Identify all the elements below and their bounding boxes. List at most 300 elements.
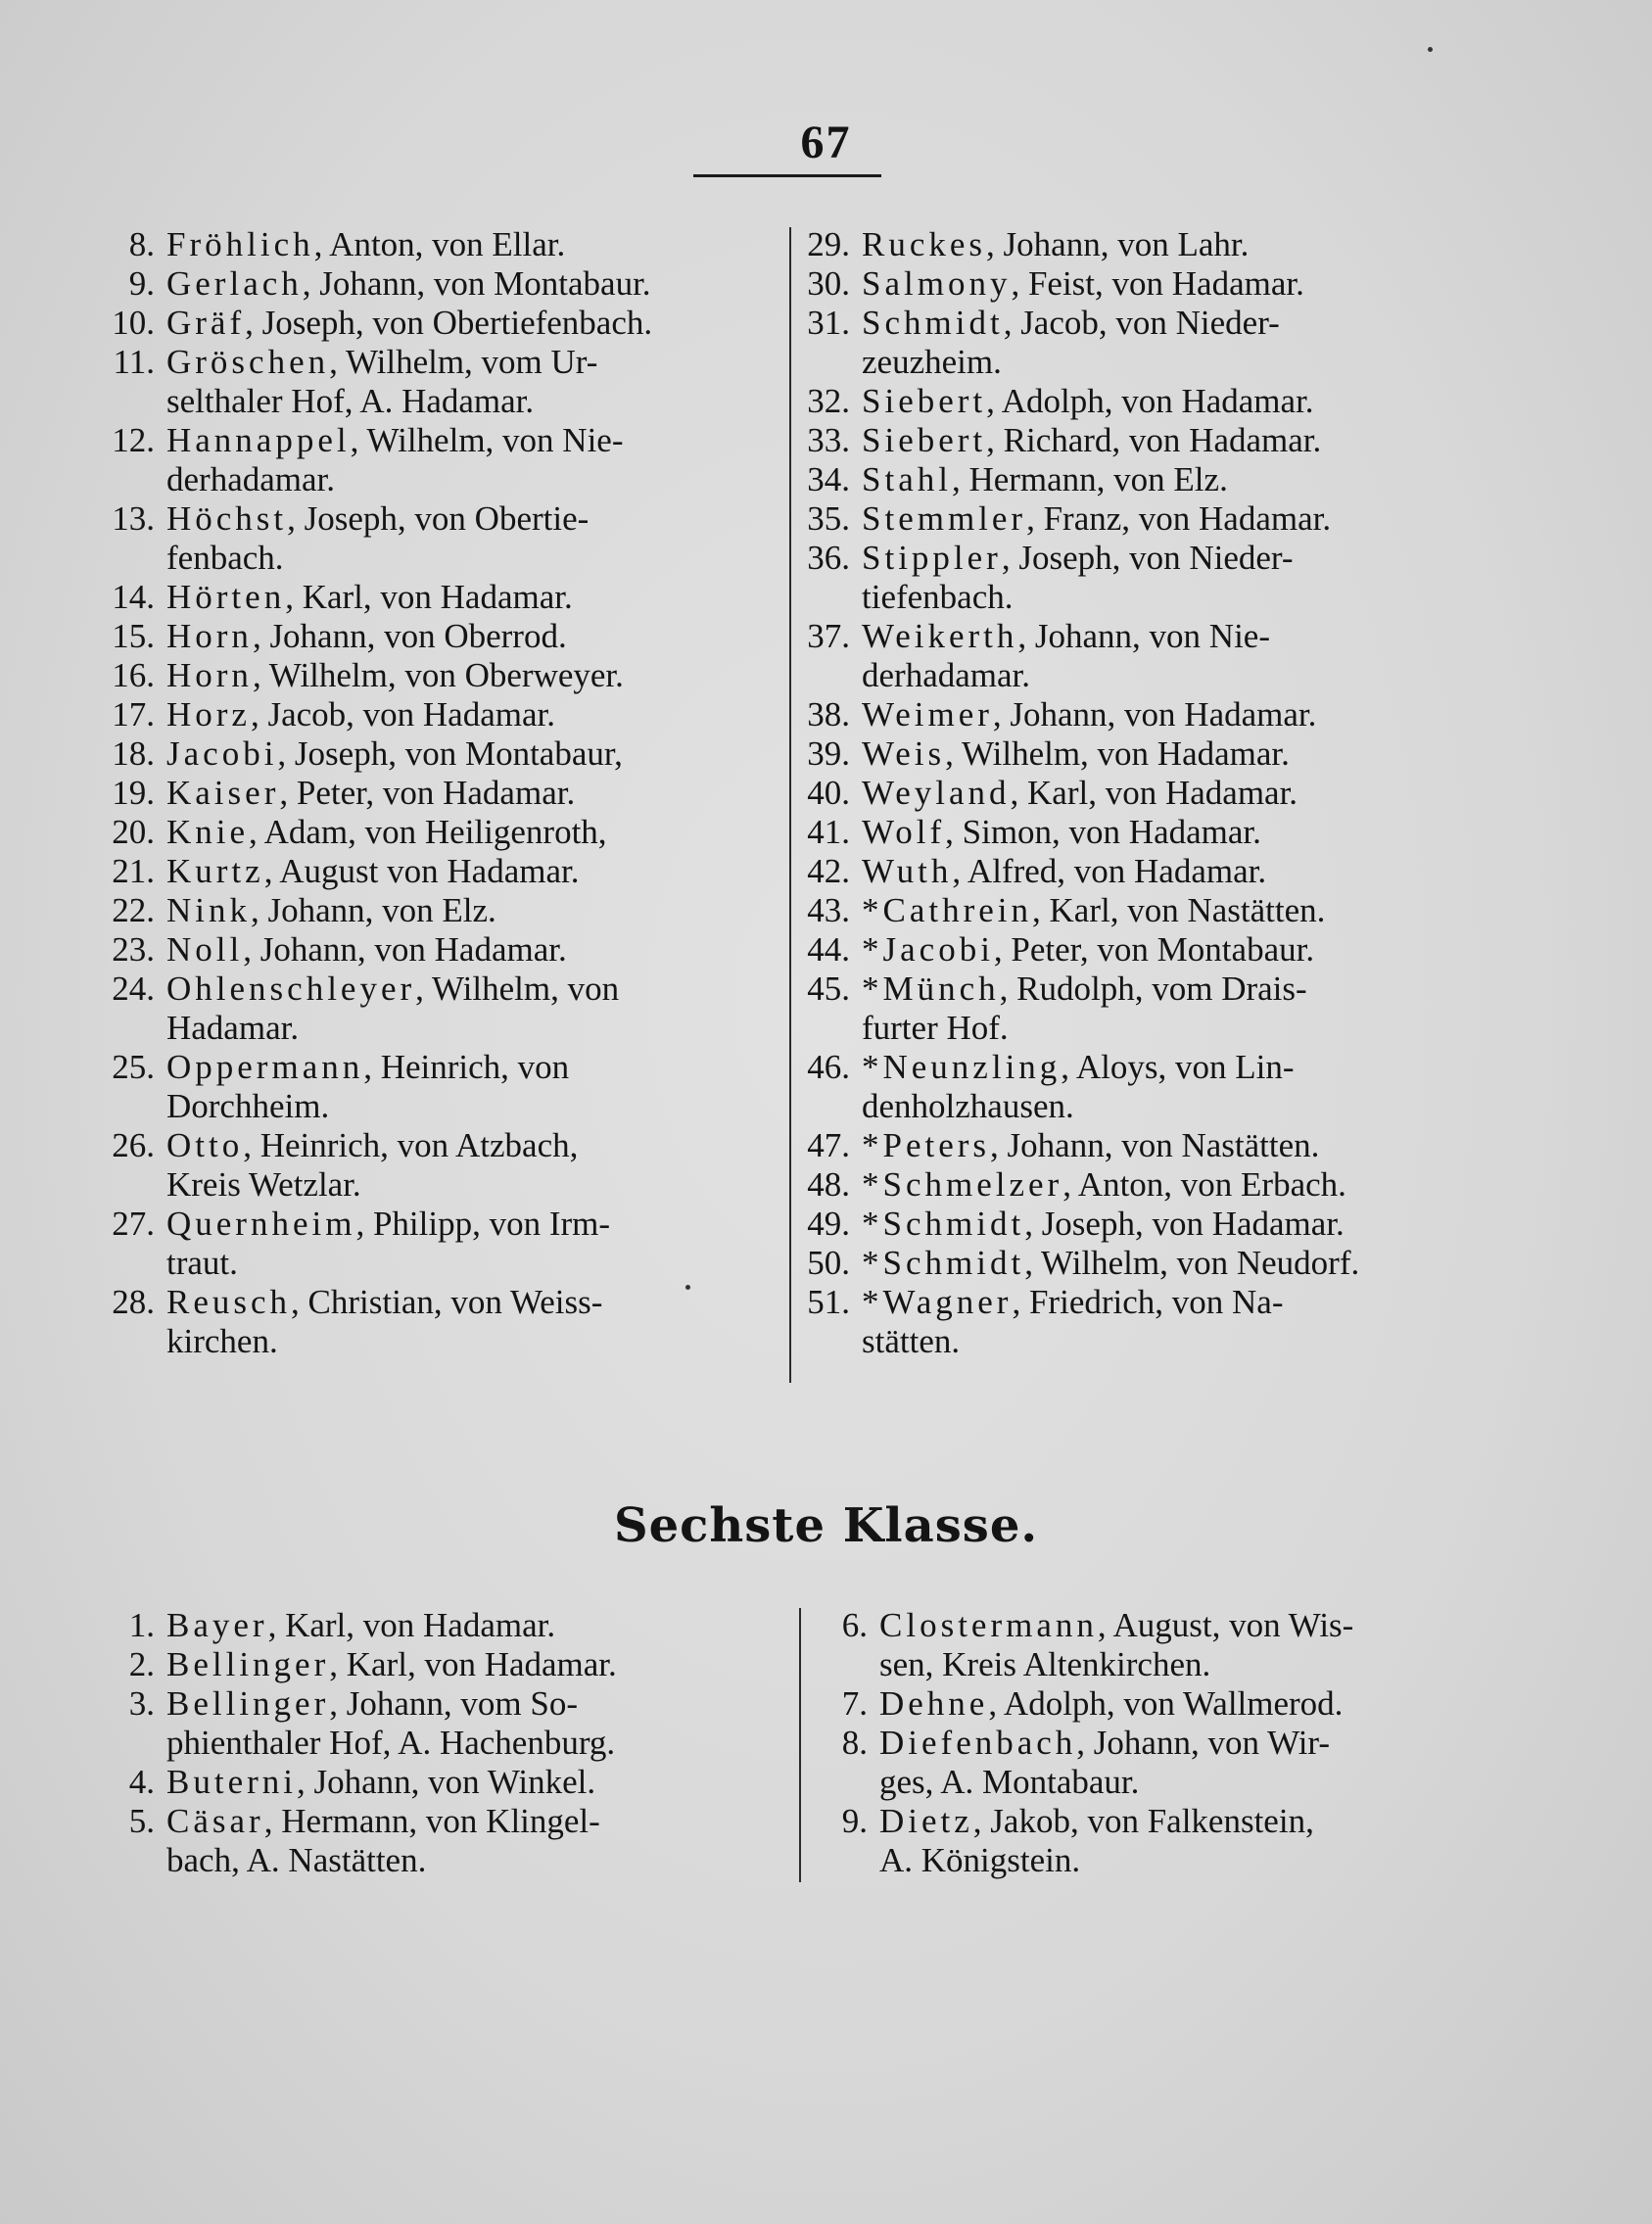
surname: Stahl xyxy=(862,460,952,498)
entry-number: 19. xyxy=(112,774,155,812)
entry-line xyxy=(862,499,1447,539)
entry-line xyxy=(166,421,776,460)
entry-text xyxy=(166,852,776,891)
surname: Quernheim xyxy=(166,1205,356,1243)
entry-detail: , Wilhelm, von Hadamar. xyxy=(945,734,1290,773)
surname: Hörten xyxy=(166,578,286,616)
entry-detail: denholzhausen. xyxy=(862,1087,1074,1125)
entry-line xyxy=(166,343,776,382)
entry-text xyxy=(862,891,1447,930)
lower-left-column xyxy=(90,1606,776,1880)
entry-text xyxy=(166,930,776,970)
entry-text xyxy=(166,421,776,499)
header-rule xyxy=(693,174,881,177)
entry-number: 8. xyxy=(841,1724,868,1762)
entry-detail: , Peter, von Montabaur. xyxy=(993,930,1315,969)
entry-line xyxy=(862,774,1447,813)
entry-text xyxy=(862,695,1447,734)
entry-detail: fenbach. xyxy=(166,539,284,577)
entry-detail: , Joseph, von Montabaur, xyxy=(277,734,623,773)
surname: Horn xyxy=(166,656,253,694)
list-entry xyxy=(90,1283,776,1361)
surname: Jacobi xyxy=(166,734,278,773)
entry-detail: , Johann, von Hadamar. xyxy=(992,695,1317,733)
entry-text xyxy=(862,225,1447,264)
entry-line xyxy=(862,1205,1447,1244)
list-entry xyxy=(795,930,1447,970)
surname: Dietz xyxy=(879,1802,973,1840)
entry-detail: , Karl, von Hadamar. xyxy=(267,1606,556,1644)
entry-text xyxy=(166,1283,776,1361)
entry-text xyxy=(862,774,1447,813)
entry-line xyxy=(879,1606,1447,1645)
entry-text xyxy=(166,813,776,852)
entry-detail: , Franz, von Hadamar. xyxy=(1026,499,1332,538)
entry-line xyxy=(862,1322,1447,1361)
list-entry xyxy=(813,1606,1447,1684)
list-entry xyxy=(90,1126,776,1205)
entry-text xyxy=(862,813,1447,852)
list-entry xyxy=(795,1048,1447,1126)
section-heading: Sechste Klasse. xyxy=(613,1498,1039,1553)
column-divider-lower xyxy=(799,1608,801,1882)
entry-text xyxy=(862,852,1447,891)
entry-detail: , Aloys, von Lin- xyxy=(1061,1048,1295,1086)
entry-line xyxy=(166,264,776,304)
entry-line xyxy=(862,656,1447,695)
entry-text xyxy=(862,264,1447,304)
page-number: 67 xyxy=(800,117,852,168)
entry-detail: , Peter, von Hadamar. xyxy=(279,774,576,812)
entry-text xyxy=(166,225,776,264)
surname: *Neunzling xyxy=(862,1048,1062,1086)
entry-number: 42. xyxy=(807,852,850,890)
entry-detail: , Karl, von Hadamar. xyxy=(285,578,573,616)
list-entry xyxy=(90,343,776,421)
entry-number: 45. xyxy=(807,970,850,1008)
entry-number: 9. xyxy=(128,264,155,303)
entry-detail: , Adolph, von Hadamar. xyxy=(986,382,1314,420)
surname: Weimer xyxy=(862,695,993,733)
entry-detail: , Anton, von Ellar. xyxy=(313,225,566,263)
list-entry xyxy=(795,304,1447,382)
surname: Gröschen xyxy=(166,343,330,381)
entry-line xyxy=(879,1724,1447,1763)
list-entry xyxy=(90,499,776,578)
surname: Knie xyxy=(166,813,250,851)
entry-text xyxy=(166,617,776,656)
surname: Reusch xyxy=(166,1283,292,1321)
entry-text xyxy=(862,1126,1447,1165)
entry-line xyxy=(862,813,1447,852)
entry-line xyxy=(879,1684,1447,1724)
list-entry xyxy=(90,421,776,499)
list-entry xyxy=(90,734,776,774)
entry-text xyxy=(166,304,776,343)
entry-detail: tiefenbach. xyxy=(862,578,1014,616)
entry-number: 43. xyxy=(807,891,850,929)
surname: *Peters xyxy=(862,1126,991,1164)
entry-detail: , Karl, von Hadamar. xyxy=(329,1645,617,1683)
entry-text xyxy=(879,1802,1447,1880)
surname: Stemmler xyxy=(862,499,1027,538)
list-entry xyxy=(90,695,776,734)
entry-text xyxy=(166,1684,776,1763)
entry-number: 23. xyxy=(112,930,155,969)
entry-number: 9. xyxy=(841,1802,868,1840)
list-entry xyxy=(795,813,1447,852)
surname: Schmidt xyxy=(862,304,1004,342)
entry-line xyxy=(166,930,776,970)
list-entry xyxy=(90,1606,776,1645)
entry-detail: , Heinrich, von Atzbach, xyxy=(243,1126,579,1164)
surname: Nink xyxy=(166,891,251,929)
list-entry xyxy=(795,695,1447,734)
entry-number: 29. xyxy=(807,225,850,263)
entry-text xyxy=(879,1724,1447,1802)
entry-detail: derhadamar. xyxy=(862,656,1030,694)
entry-line xyxy=(166,656,776,695)
entry-number: 16. xyxy=(112,656,155,694)
entry-text xyxy=(862,539,1447,617)
entry-detail: , Johann, von Nie- xyxy=(1017,617,1271,655)
entry-line xyxy=(166,225,776,264)
entry-line xyxy=(862,1283,1447,1322)
entry-line xyxy=(862,421,1447,460)
entry-detail: , Johann, von Elz. xyxy=(251,891,496,929)
entry-detail: , Jakob, von Falkenstein, xyxy=(972,1802,1314,1840)
entry-detail: , August von Hadamar. xyxy=(263,852,580,890)
entry-text xyxy=(166,264,776,304)
entry-text xyxy=(862,460,1447,499)
entry-number: 30. xyxy=(807,264,850,303)
list-entry xyxy=(90,1205,776,1283)
entry-detail: A. Königstein. xyxy=(879,1841,1081,1879)
entry-detail: , Simon, von Hadamar. xyxy=(945,813,1261,851)
entry-detail: traut. xyxy=(166,1244,238,1282)
entry-line xyxy=(166,852,776,891)
entry-detail: , Joseph, von Nieder- xyxy=(1001,539,1294,577)
list-entry xyxy=(795,382,1447,421)
list-entry xyxy=(795,1205,1447,1244)
entry-detail: , Christian, von Weiss- xyxy=(291,1283,603,1321)
entry-line xyxy=(166,539,776,578)
entry-detail: bach, A. Nastätten. xyxy=(166,1841,427,1879)
entry-detail: , Wilhelm, von Nie- xyxy=(350,421,624,459)
surname: Horz xyxy=(166,695,251,733)
surname: Diefenbach xyxy=(879,1724,1077,1762)
surname: *Schmelzer xyxy=(862,1165,1063,1204)
entry-line xyxy=(166,1244,776,1283)
surname: Salmony xyxy=(862,264,1012,303)
entry-detail: Hadamar. xyxy=(166,1009,300,1047)
entry-detail: , Johann, von Montabaur. xyxy=(302,264,651,303)
entry-detail: sen, Kreis Altenkirchen. xyxy=(879,1645,1211,1683)
entry-text xyxy=(166,695,776,734)
entry-line xyxy=(166,774,776,813)
entry-detail: , Johann, von Winkel. xyxy=(296,1763,596,1801)
entry-number: 24. xyxy=(112,970,155,1008)
entry-line xyxy=(166,734,776,774)
entry-detail: , Johann, von Nastätten. xyxy=(990,1126,1320,1164)
entry-number: 21. xyxy=(112,852,155,890)
entry-line xyxy=(879,1802,1447,1841)
entry-detail: , Hermann, von Klingel- xyxy=(263,1802,600,1840)
entry-detail: furter Hof. xyxy=(862,1009,1009,1047)
entry-number: 40. xyxy=(807,774,850,812)
entry-line xyxy=(862,891,1447,930)
surname: Fröhlich xyxy=(166,225,314,263)
surname: Otto xyxy=(166,1126,244,1164)
entry-number: 8. xyxy=(128,225,155,263)
entry-line xyxy=(166,813,776,852)
entry-line xyxy=(166,1684,776,1724)
entry-number: 34. xyxy=(807,460,850,498)
entry-text xyxy=(166,343,776,421)
entry-line xyxy=(862,617,1447,656)
entry-line xyxy=(166,304,776,343)
entry-number: 38. xyxy=(807,695,850,733)
entry-line xyxy=(166,695,776,734)
entry-text xyxy=(166,1763,776,1802)
list-entry xyxy=(90,891,776,930)
upper-right-column xyxy=(795,225,1447,1361)
entry-detail: ges, A. Montabaur. xyxy=(879,1763,1140,1801)
list-entry xyxy=(795,264,1447,304)
entry-line xyxy=(166,1087,776,1126)
entry-line xyxy=(862,264,1447,304)
entry-number: 15. xyxy=(112,617,155,655)
entry-detail: selthaler Hof, A. Hadamar. xyxy=(166,382,535,420)
surname: Buterni xyxy=(166,1763,297,1801)
surname: Bellinger xyxy=(166,1645,330,1683)
entry-detail: zeuzheim. xyxy=(862,343,1002,381)
surname: Ruckes xyxy=(862,225,987,263)
list-entry xyxy=(795,421,1447,460)
entry-detail: , Wilhelm, von Neudorf. xyxy=(1024,1244,1360,1282)
entry-text xyxy=(862,734,1447,774)
entry-number: 13. xyxy=(112,499,155,538)
list-entry xyxy=(90,225,776,264)
list-entry xyxy=(795,1126,1447,1165)
entry-detail: , Johann, von Wir- xyxy=(1076,1724,1331,1762)
list-entry xyxy=(795,852,1447,891)
entry-number: 11. xyxy=(113,343,155,381)
entry-detail: kirchen. xyxy=(166,1322,278,1360)
entry-number: 20. xyxy=(112,813,155,851)
entry-line xyxy=(166,1322,776,1361)
entry-line xyxy=(166,1645,776,1684)
entry-number: 28. xyxy=(112,1283,155,1321)
entry-line xyxy=(862,578,1447,617)
entry-number: 47. xyxy=(807,1126,850,1164)
entry-number: 51. xyxy=(807,1283,850,1321)
surname: *Schmidt xyxy=(862,1205,1025,1243)
ink-speck xyxy=(1428,47,1433,52)
entry-number: 44. xyxy=(807,930,850,969)
entry-number: 37. xyxy=(807,617,850,655)
entry-text xyxy=(166,1126,776,1205)
list-entry xyxy=(795,1283,1447,1361)
surname: Kurtz xyxy=(166,852,264,890)
list-entry xyxy=(90,1645,776,1684)
surname: *Jacobi xyxy=(862,930,994,969)
entry-detail: , Rudolph, vom Drais- xyxy=(999,970,1307,1008)
entry-line xyxy=(166,1205,776,1244)
entry-text xyxy=(862,304,1447,382)
list-entry xyxy=(795,1244,1447,1283)
entry-line xyxy=(166,1048,776,1087)
entry-number: 1. xyxy=(128,1606,155,1644)
list-entry xyxy=(813,1684,1447,1724)
entry-text xyxy=(166,970,776,1048)
surname: Stippler xyxy=(862,539,1002,577)
entry-number: 35. xyxy=(807,499,850,538)
surname: Bayer xyxy=(166,1606,268,1644)
entry-number: 3. xyxy=(128,1684,155,1723)
entry-text xyxy=(862,930,1447,970)
entry-line xyxy=(166,1724,776,1763)
entry-line xyxy=(862,343,1447,382)
list-entry xyxy=(90,656,776,695)
entry-line xyxy=(862,970,1447,1009)
entry-text xyxy=(166,1606,776,1645)
surname: Siebert xyxy=(862,421,987,459)
entry-detail: , Wilhelm, vom Ur- xyxy=(329,343,598,381)
entry-detail: , Adam, von Heiligenroth, xyxy=(249,813,607,851)
entry-detail: , August, von Wis- xyxy=(1097,1606,1354,1644)
entry-detail: , Johann, vom So- xyxy=(329,1684,578,1723)
surname: Bellinger xyxy=(166,1684,330,1723)
list-entry xyxy=(795,734,1447,774)
entry-detail: , Richard, von Hadamar. xyxy=(986,421,1322,459)
list-entry xyxy=(90,1802,776,1880)
entry-text xyxy=(166,891,776,930)
list-entry xyxy=(90,852,776,891)
entry-line xyxy=(166,1009,776,1048)
entry-line xyxy=(862,1126,1447,1165)
entry-line xyxy=(166,1126,776,1165)
list-entry xyxy=(90,813,776,852)
surname: Oppermann xyxy=(166,1048,364,1086)
list-entry xyxy=(795,1165,1447,1205)
surname: Horn xyxy=(166,617,253,655)
surname: *Cathrein xyxy=(862,891,1033,929)
entry-text xyxy=(862,499,1447,539)
surname: Hannappel xyxy=(166,421,351,459)
entry-number: 49. xyxy=(807,1205,850,1243)
surname: Wuth xyxy=(862,852,953,890)
list-entry xyxy=(795,499,1447,539)
entry-number: 4. xyxy=(128,1763,155,1801)
surname: Weyland xyxy=(862,774,1011,812)
entry-line xyxy=(166,891,776,930)
surname: Clostermann xyxy=(879,1606,1098,1644)
entry-number: 41. xyxy=(807,813,850,851)
entry-line xyxy=(862,1165,1447,1205)
entry-detail: , Wilhelm, von xyxy=(415,970,620,1008)
entry-text xyxy=(166,499,776,578)
entry-number: 33. xyxy=(807,421,850,459)
entry-text xyxy=(166,734,776,774)
entry-line xyxy=(862,852,1447,891)
list-entry xyxy=(90,1684,776,1763)
surname: Dehne xyxy=(879,1684,989,1723)
entry-line xyxy=(879,1841,1447,1880)
list-entry xyxy=(90,1763,776,1802)
entry-text xyxy=(862,1244,1447,1283)
list-entry xyxy=(90,1048,776,1126)
entry-line xyxy=(862,1244,1447,1283)
entry-number: 18. xyxy=(112,734,155,773)
entry-line xyxy=(166,1802,776,1841)
entry-detail: , Jacob, von Nieder- xyxy=(1003,304,1280,342)
list-entry xyxy=(795,891,1447,930)
entry-line xyxy=(166,1763,776,1802)
entry-line xyxy=(862,1048,1447,1087)
entry-line xyxy=(862,460,1447,499)
surname: Wolf xyxy=(862,813,946,851)
entry-line xyxy=(166,1841,776,1880)
entry-line xyxy=(166,1283,776,1322)
entry-number: 39. xyxy=(807,734,850,773)
entry-line xyxy=(862,225,1447,264)
entry-number: 46. xyxy=(807,1048,850,1086)
entry-text xyxy=(166,656,776,695)
entry-number: 6. xyxy=(841,1606,868,1644)
surname: Siebert xyxy=(862,382,987,420)
surname: Noll xyxy=(166,930,244,969)
entry-line xyxy=(166,499,776,539)
entry-number: 25. xyxy=(112,1048,155,1086)
entry-text xyxy=(862,617,1447,695)
surname: Weis xyxy=(862,734,946,773)
entry-text xyxy=(862,1283,1447,1361)
list-entry xyxy=(795,460,1447,499)
entry-detail: , Adolph, von Wallmerod. xyxy=(988,1684,1344,1723)
list-entry xyxy=(813,1724,1447,1802)
entry-detail: , Joseph, von Obertie- xyxy=(287,499,590,538)
entry-line xyxy=(862,930,1447,970)
list-entry xyxy=(90,774,776,813)
entry-line xyxy=(166,578,776,617)
entry-number: 50. xyxy=(807,1244,850,1282)
entry-line xyxy=(862,382,1447,421)
entry-number: 27. xyxy=(112,1205,155,1243)
entry-line xyxy=(166,617,776,656)
entry-text xyxy=(879,1684,1447,1724)
entry-number: 26. xyxy=(112,1126,155,1164)
entry-detail: , Johann, von Lahr. xyxy=(986,225,1250,263)
list-entry xyxy=(90,578,776,617)
entry-line xyxy=(166,382,776,421)
entry-detail: derhadamar. xyxy=(166,460,335,498)
surname: *Schmidt xyxy=(862,1244,1025,1282)
entry-detail: , Karl, von Hadamar. xyxy=(1010,774,1298,812)
entry-line xyxy=(862,734,1447,774)
entry-detail: , Heinrich, von xyxy=(363,1048,570,1086)
surname: *Wagner xyxy=(862,1283,1013,1321)
entry-detail: Dorchheim. xyxy=(166,1087,330,1125)
entry-text xyxy=(166,1645,776,1684)
entry-text xyxy=(166,774,776,813)
list-entry xyxy=(795,774,1447,813)
entry-line xyxy=(862,1087,1447,1126)
entry-detail: , Friedrich, von Na- xyxy=(1012,1283,1284,1321)
surname: Weikerth xyxy=(862,617,1018,655)
entry-detail: , Karl, von Nastätten. xyxy=(1032,891,1326,929)
entry-text xyxy=(862,970,1447,1048)
